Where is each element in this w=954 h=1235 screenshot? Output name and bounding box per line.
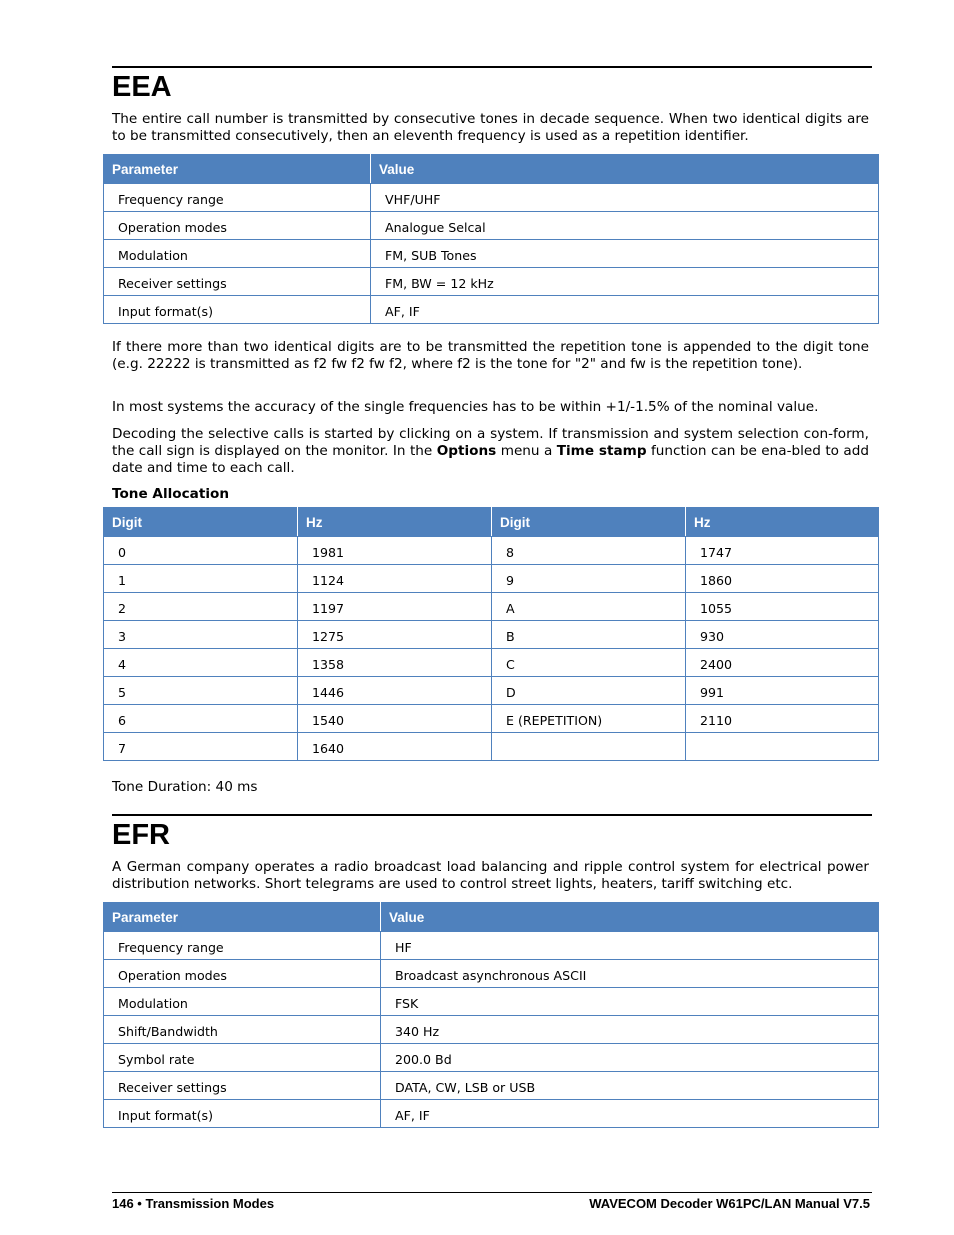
options-menu-term: Options <box>436 443 497 459</box>
table-cell: AF, IF <box>371 296 879 324</box>
table-cell: 3 <box>104 621 298 649</box>
decoding-text: function can be ena-bled to add date and time to each call. <box>112 443 869 476</box>
table-cell: Analogue Selcal <box>371 212 879 240</box>
table-cell: 991 <box>686 677 879 705</box>
table-row <box>104 240 879 268</box>
table-cell: 0 <box>104 537 298 565</box>
table-cell: 1446 <box>298 677 492 705</box>
table-cell: 1747 <box>686 537 879 565</box>
column-header: Parameter <box>104 903 381 932</box>
table-row <box>104 268 879 296</box>
table-row <box>104 1100 879 1128</box>
table-cell: Input format(s) <box>104 1100 381 1128</box>
table-cell: Broadcast asynchronous ASCII <box>381 960 879 988</box>
table-cell: Frequency range <box>104 932 381 960</box>
column-header: Digit <box>492 508 686 537</box>
table-row <box>104 932 879 960</box>
table-row <box>104 296 879 324</box>
efr-parameter-table <box>103 902 879 1128</box>
table-cell: Symbol rate <box>104 1044 381 1072</box>
table-row <box>104 988 879 1016</box>
table-cell: HF <box>381 932 879 960</box>
footer-manual-title: WAVECOM Decoder W61PC/LAN Manual V7.5 <box>589 1196 870 1211</box>
column-header: Value <box>371 155 879 184</box>
table-cell: FM, SUB Tones <box>371 240 879 268</box>
table-cell: 7 <box>104 733 298 761</box>
table-cell: 1540 <box>298 705 492 733</box>
table-cell: Input format(s) <box>104 296 371 324</box>
table-cell: 4 <box>104 649 298 677</box>
section-title-efr: EFR <box>112 819 170 851</box>
table-row <box>104 1044 879 1072</box>
table-cell: A <box>492 593 686 621</box>
footer-rule <box>112 1192 872 1193</box>
column-header: Hz <box>686 508 879 537</box>
column-header: Hz <box>298 508 492 537</box>
table-cell <box>492 733 686 761</box>
table-cell: 1055 <box>686 593 879 621</box>
table-cell: Shift/Bandwidth <box>104 1016 381 1044</box>
table-cell: 1275 <box>298 621 492 649</box>
table-cell: 1981 <box>298 537 492 565</box>
table-cell: 1 <box>104 565 298 593</box>
column-header: Parameter <box>104 155 371 184</box>
table-cell: 2400 <box>686 649 879 677</box>
time-stamp-term: Time stamp <box>556 443 647 459</box>
table-header-row <box>104 903 879 932</box>
column-header: Value <box>381 903 879 932</box>
table-cell: C <box>492 649 686 677</box>
table-cell: Frequency range <box>104 184 371 212</box>
tone-duration: Tone Duration: 40 ms <box>112 779 258 795</box>
section-rule-eea <box>112 66 872 68</box>
tone-allocation-table <box>103 507 879 761</box>
table-cell: 340 Hz <box>381 1016 879 1044</box>
table-cell <box>686 733 879 761</box>
table-row <box>104 184 879 212</box>
table-cell: Operation modes <box>104 960 381 988</box>
table-cell: 1197 <box>298 593 492 621</box>
table-header-row <box>104 155 879 184</box>
decoding-text: Decoding the selective calls is started by clicking on a system. If transmission and system selection con-form, the call sign is displayed on the monitor. In the <box>112 426 869 459</box>
table-row <box>104 649 879 677</box>
table-cell: 1124 <box>298 565 492 593</box>
table-row <box>104 733 879 761</box>
tone-allocation-heading: Tone Allocation <box>112 486 230 502</box>
table-cell: 5 <box>104 677 298 705</box>
eea-decoding-paragraph <box>112 426 869 477</box>
table-row <box>104 960 879 988</box>
table-cell: D <box>492 677 686 705</box>
table-cell: AF, IF <box>381 1100 879 1128</box>
table-row <box>104 212 879 240</box>
eea-parameter-table <box>103 154 879 324</box>
table-cell: FSK <box>381 988 879 1016</box>
section-rule-efr <box>112 814 872 816</box>
table-cell: 200.0 Bd <box>381 1044 879 1072</box>
section-title-eea: EEA <box>112 71 172 103</box>
table-cell: 9 <box>492 565 686 593</box>
table-cell: 2 <box>104 593 298 621</box>
table-row <box>104 565 879 593</box>
table-row <box>104 1072 879 1100</box>
table-cell: 8 <box>492 537 686 565</box>
table-row <box>104 537 879 565</box>
table-cell: DATA, CW, LSB or USB <box>381 1072 879 1100</box>
eea-intro: The entire call number is transmitted by consecutive tones in decade sequence. When two identical digits are to be transmitted consecutively, then an eleventh frequency is used as a repetition identifier. <box>112 111 869 144</box>
table-header-row <box>104 508 879 537</box>
table-cell: VHF/UHF <box>371 184 879 212</box>
table-row <box>104 621 879 649</box>
table-cell: Receiver settings <box>104 1072 381 1100</box>
eea-accuracy-paragraph: In most systems the accuracy of the single frequencies has to be within +1/-1.5% of the nominal value. <box>112 399 819 415</box>
table-cell: Modulation <box>104 240 371 268</box>
table-cell: Receiver settings <box>104 268 371 296</box>
table-cell: Operation modes <box>104 212 371 240</box>
table-cell: 1640 <box>298 733 492 761</box>
table-cell: 6 <box>104 705 298 733</box>
footer-page-section: 146 • Transmission Modes <box>112 1196 275 1211</box>
table-row <box>104 677 879 705</box>
table-cell: 2110 <box>686 705 879 733</box>
efr-intro: A German company operates a radio broadcast load balancing and ripple control system for electrical power distribution networks. Short telegrams are used to control street lights, heaters, tariff switching etc. <box>112 859 869 892</box>
table-cell: 1358 <box>298 649 492 677</box>
table-cell: 930 <box>686 621 879 649</box>
table-row <box>104 705 879 733</box>
table-cell: B <box>492 621 686 649</box>
table-cell: 1860 <box>686 565 879 593</box>
table-cell: FM, BW = 12 kHz <box>371 268 879 296</box>
eea-repetition-paragraph: If there more than two identical digits are to be transmitted the repetition tone is appended to the digit tone (e.g. 22222 is transmitted as f2 fw f2 fw f2, where f2 is the tone for "2" and fw is the repetition tone). <box>112 339 869 372</box>
table-cell: Modulation <box>104 988 381 1016</box>
table-cell: E (REPETITION) <box>492 705 686 733</box>
table-row <box>104 1016 879 1044</box>
table-row <box>104 593 879 621</box>
decoding-text: menu a <box>496 443 557 459</box>
column-header: Digit <box>104 508 298 537</box>
